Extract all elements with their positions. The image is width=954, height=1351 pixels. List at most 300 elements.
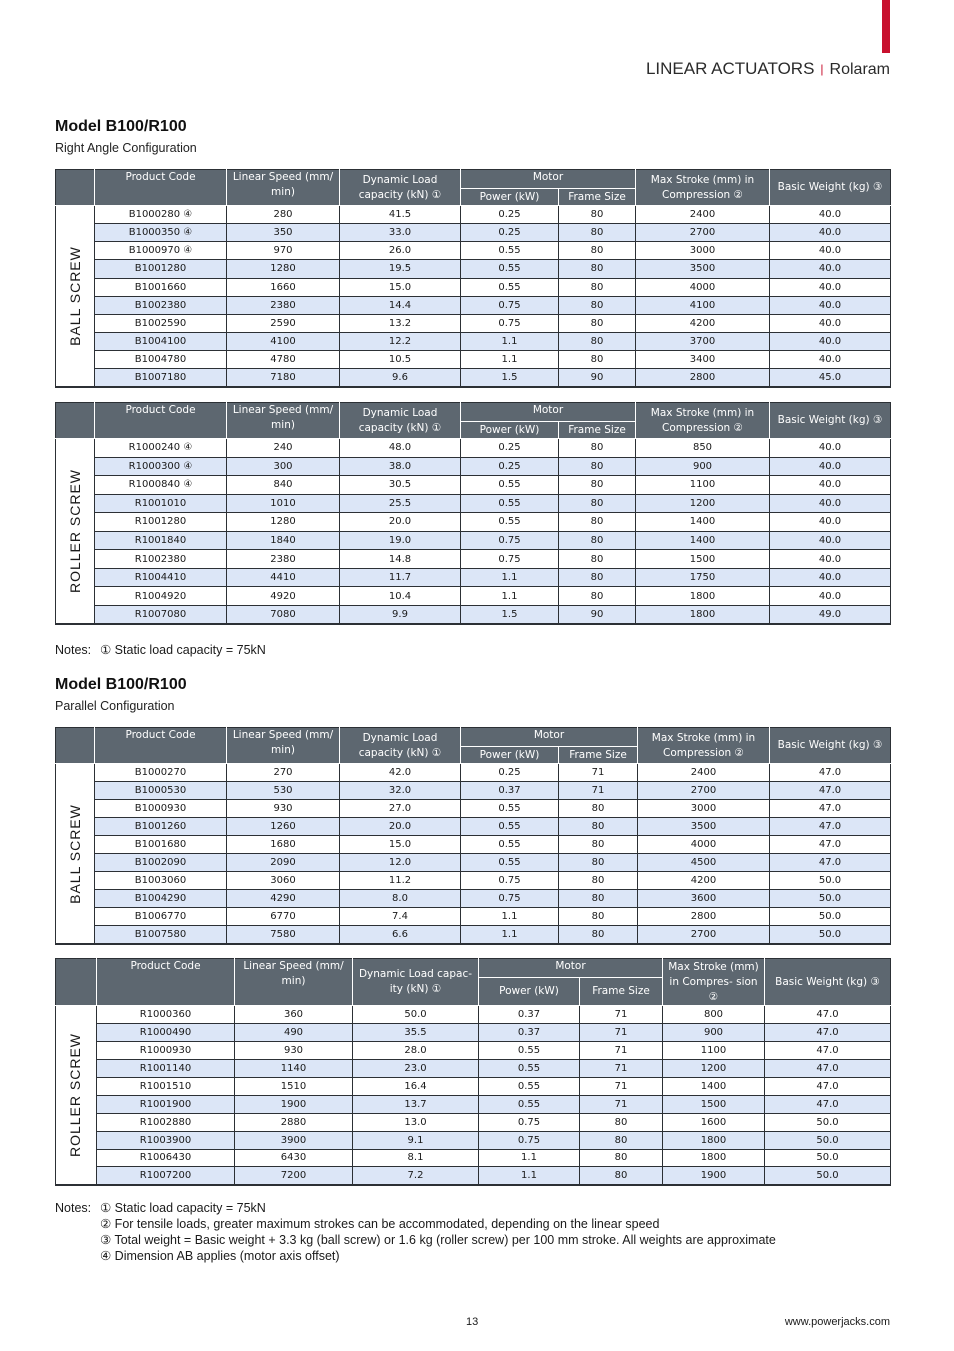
table-cell: 1280 — [227, 513, 340, 532]
table-cell: 3000 — [636, 242, 770, 260]
header-power: Power (kW) — [461, 422, 559, 439]
table-cell: R1000930 — [97, 1041, 235, 1059]
table-cell: 1200 — [636, 494, 770, 513]
header-separator: | — [820, 62, 824, 76]
table-cell: 1.1 — [461, 908, 559, 926]
header-product-code: Product Code — [95, 170, 227, 206]
table-cell: B1002090 — [95, 854, 227, 872]
table-cell: 80 — [559, 439, 636, 458]
table-cell: 47.0 — [765, 1095, 891, 1113]
table-row — [56, 1113, 891, 1131]
table-cell: 300 — [227, 457, 340, 476]
table-cell: 4100 — [636, 296, 770, 314]
table-cell: 0.25 — [461, 764, 559, 782]
header-frame-size: Frame Size — [559, 747, 638, 764]
table-cell: 360 — [235, 1006, 353, 1024]
table-cell: 7.2 — [353, 1167, 479, 1185]
table-cell: 80 — [580, 1149, 663, 1167]
table-cell: R1001280 — [95, 513, 227, 532]
table-cell: 25.5 — [340, 494, 461, 513]
table-cell: 0.75 — [461, 890, 559, 908]
section-subtitle-parallel: Parallel Configuration — [55, 699, 175, 713]
table-cell: 1.1 — [461, 926, 559, 944]
table-cell: B1001680 — [95, 836, 227, 854]
table-row — [56, 1167, 891, 1185]
table-cell: R1001140 — [97, 1059, 235, 1077]
table-cell: 47.0 — [770, 800, 891, 818]
table-row — [56, 854, 891, 872]
table-cell: 930 — [227, 800, 340, 818]
table-cell: R1003900 — [97, 1131, 235, 1149]
table-cell: 80 — [559, 818, 638, 836]
header-max-stroke: Max Stroke (mm) in Compres- sion ② — [663, 959, 765, 1006]
header-linear-speed: Linear Speed (mm/ min) — [235, 959, 353, 1006]
table-cell: 0.25 — [461, 206, 559, 224]
table-cell: 530 — [227, 782, 340, 800]
table-cell: R1007080 — [95, 605, 227, 624]
table-row — [56, 1006, 891, 1024]
table-cell: 30.5 — [340, 476, 461, 495]
table-cell: 80 — [580, 1113, 663, 1131]
table-cell: 9.6 — [340, 369, 461, 387]
note-item: ① Static load capacity = 75kN — [100, 1201, 266, 1215]
table-cell: 47.0 — [770, 782, 891, 800]
table-cell: 80 — [559, 872, 638, 890]
table-cell: 80 — [559, 926, 638, 944]
table-cell: 0.55 — [461, 278, 559, 296]
table-cell: 0.55 — [461, 242, 559, 260]
header-product-code: Product Code — [95, 728, 227, 764]
table-cell: 8.1 — [353, 1149, 479, 1167]
table-cell: 26.0 — [340, 242, 461, 260]
table-cell: 9.1 — [353, 1131, 479, 1149]
table-cell: 10.5 — [340, 351, 461, 369]
table-cell: 80 — [559, 296, 636, 314]
table-cell: R1000840 ④ — [95, 476, 227, 495]
table-cell: 40.0 — [770, 260, 891, 278]
header-basic-weight: Basic Weight (kg) ③ — [765, 959, 891, 1006]
table-row — [56, 457, 891, 476]
table-cell: R1000240 ④ — [95, 439, 227, 458]
table-row — [56, 1059, 891, 1077]
table-cell: 80 — [559, 476, 636, 495]
table-cell: 280 — [227, 206, 340, 224]
table-cell: 0.75 — [479, 1131, 580, 1149]
header-max-stroke: Max Stroke (mm) in Compression ② — [636, 403, 770, 439]
header-max-stroke: Max Stroke (mm) in Compression ② — [638, 728, 770, 764]
table-cell: 20.0 — [340, 513, 461, 532]
table-cell: 80 — [559, 457, 636, 476]
table-cell: B1000530 — [95, 782, 227, 800]
table-cell: B1001280 — [95, 260, 227, 278]
table-cell: 7200 — [235, 1167, 353, 1185]
table-cell: 71 — [580, 1095, 663, 1113]
table-cell: 80 — [559, 587, 636, 606]
table-cell: 1.1 — [479, 1167, 580, 1185]
table-cell: 0.37 — [479, 1023, 580, 1041]
header-corner — [56, 959, 97, 1006]
table-cell: B1000270 — [95, 764, 227, 782]
table-cell: 1.5 — [461, 369, 559, 387]
table-cell: 47.0 — [770, 854, 891, 872]
table-row — [56, 605, 891, 624]
table-cell: 80 — [559, 836, 638, 854]
screw-type-label: ROLLER SCREW — [67, 1032, 83, 1158]
table-cell: 2090 — [227, 854, 340, 872]
table-cell: 1400 — [636, 531, 770, 550]
table-cell: 80 — [559, 908, 638, 926]
table-cell: 50.0 — [765, 1167, 891, 1185]
table-cell: 0.75 — [479, 1113, 580, 1131]
table-cell: B1004780 — [95, 351, 227, 369]
table-cell: 47.0 — [765, 1041, 891, 1059]
table-cell: 71 — [580, 1023, 663, 1041]
spec-table — [55, 958, 891, 1186]
header-basic-weight: Basic Weight (kg) ③ — [770, 403, 891, 439]
table-cell: 40.0 — [770, 457, 891, 476]
table-row — [56, 1041, 891, 1059]
header-linear-speed: Linear Speed (mm/ min) — [227, 170, 340, 206]
table-cell: 930 — [235, 1041, 353, 1059]
table-cell: 15.0 — [340, 836, 461, 854]
table-cell: 1900 — [663, 1167, 765, 1185]
table-cell: 19.5 — [340, 260, 461, 278]
table-cell: 1800 — [636, 605, 770, 624]
header-dynamic-load: Dynamic Load capacity (kN) ① — [340, 170, 461, 206]
table-cell: 2380 — [227, 296, 340, 314]
table-cell: 1840 — [227, 531, 340, 550]
header-product-code: Product Code — [97, 959, 235, 1006]
table-cell: R1001510 — [97, 1077, 235, 1095]
screw-type-label: ROLLER SCREW — [67, 468, 83, 594]
section-title-parallel: Model B100/R100 — [55, 676, 187, 693]
table-cell: 33.0 — [340, 224, 461, 242]
table-cell: 270 — [227, 764, 340, 782]
table-row — [56, 494, 891, 513]
table-row — [56, 1149, 891, 1167]
table-cell: 28.0 — [353, 1041, 479, 1059]
table-cell: 1200 — [663, 1059, 765, 1077]
table-row — [56, 1131, 891, 1149]
table-row — [56, 476, 891, 495]
table-cell: 71 — [580, 1006, 663, 1024]
table-cell: 0.55 — [461, 494, 559, 513]
note-item: ③ Total weight = Basic weight + 3.3 kg (ball screw) or 1.6 kg (roller screw) per 100 mm stroke. All weights are approximate — [100, 1233, 776, 1247]
table-cell: 40.0 — [770, 278, 891, 296]
table-cell: 11.2 — [340, 872, 461, 890]
table-cell: 32.0 — [340, 782, 461, 800]
table-cell: B1000280 ④ — [95, 206, 227, 224]
table-cell: 0.55 — [461, 513, 559, 532]
table-cell: 40.0 — [770, 242, 891, 260]
notes-label: Notes: — [55, 643, 92, 657]
table-cell: 48.0 — [340, 439, 461, 458]
table-cell: 1750 — [636, 568, 770, 587]
header-product-code: Product Code — [95, 403, 227, 439]
table-cell: 0.55 — [479, 1041, 580, 1059]
table-cell: 40.0 — [770, 296, 891, 314]
table-cell: 6430 — [235, 1149, 353, 1167]
header-motor: Motor — [461, 728, 638, 747]
table-row — [56, 836, 891, 854]
side-label-cell — [56, 764, 95, 945]
table-cell: 12.2 — [340, 332, 461, 350]
header-dynamic-load: Dynamic Load capacity (kN) ① — [340, 728, 461, 764]
table-row — [56, 587, 891, 606]
table-cell: 2400 — [638, 764, 770, 782]
table-cell: 1.1 — [461, 351, 559, 369]
table-row — [56, 332, 891, 350]
table-cell: 40.0 — [770, 476, 891, 495]
table-cell: 11.7 — [340, 568, 461, 587]
table-cell: 10.4 — [340, 587, 461, 606]
table-cell: 840 — [227, 476, 340, 495]
table-cell: 2700 — [638, 782, 770, 800]
table-cell: R1004410 — [95, 568, 227, 587]
table-cell: 35.5 — [353, 1023, 479, 1041]
table-cell: 13.7 — [353, 1095, 479, 1113]
header-dynamic-load: Dynamic Load capac- ity (kN) ① — [353, 959, 479, 1006]
spec-table — [55, 169, 891, 388]
table-cell: B1000930 — [95, 800, 227, 818]
screw-type-label: BALL SCREW — [67, 246, 84, 346]
table-cell: 19.0 — [340, 531, 461, 550]
table-cell: 490 — [235, 1023, 353, 1041]
table-row — [56, 314, 891, 332]
header-linear-speed: Linear Speed (mm/ min) — [227, 403, 340, 439]
table-cell: 50.0 — [353, 1006, 479, 1024]
note-item: ④ Dimension AB applies (motor axis offset) — [100, 1249, 340, 1263]
side-label-cell — [56, 439, 95, 625]
table-row — [56, 439, 891, 458]
footer-url: www.powerjacks.com — [784, 1316, 890, 1328]
table-cell: R1002380 — [95, 550, 227, 569]
table-cell: 80 — [580, 1131, 663, 1149]
table-cell: B1002380 — [95, 296, 227, 314]
table-cell: 1800 — [663, 1149, 765, 1167]
table-cell: 1.5 — [461, 605, 559, 624]
spec-table — [55, 727, 891, 945]
table-cell: R1002880 — [97, 1113, 235, 1131]
table-cell: 0.75 — [461, 296, 559, 314]
table-cell: 0.37 — [479, 1006, 580, 1024]
table-cell: 38.0 — [340, 457, 461, 476]
page-header — [646, 59, 890, 79]
table-cell: 90 — [559, 605, 636, 624]
section-subtitle-right-angle: Right Angle Configuration — [55, 141, 197, 155]
table-row — [56, 782, 891, 800]
table-cell: 7180 — [227, 369, 340, 387]
table-cell: 1010 — [227, 494, 340, 513]
table-cell: 80 — [559, 242, 636, 260]
table-cell: 80 — [559, 494, 636, 513]
table-cell: 40.0 — [770, 587, 891, 606]
table-cell: 80 — [559, 550, 636, 569]
table-cell: 80 — [559, 278, 636, 296]
table-cell: 0.55 — [479, 1095, 580, 1113]
table-cell: 80 — [559, 854, 638, 872]
spec-table — [55, 402, 891, 625]
header-power: Power (kW) — [461, 747, 559, 764]
table-cell: B1003060 — [95, 872, 227, 890]
red-edge-tab — [882, 0, 890, 53]
table-row — [56, 1077, 891, 1095]
table-cell: 50.0 — [765, 1149, 891, 1167]
table-cell: 1100 — [636, 476, 770, 495]
table-cell: 71 — [559, 782, 638, 800]
table-cell: 2590 — [227, 314, 340, 332]
header-corner — [56, 728, 95, 764]
table-row — [56, 513, 891, 532]
header-power: Power (kW) — [461, 189, 559, 206]
table-cell: 90 — [559, 369, 636, 387]
table-cell: 4920 — [227, 587, 340, 606]
table-cell: 80 — [559, 513, 636, 532]
table-row — [56, 224, 891, 242]
table-cell: 40.0 — [770, 531, 891, 550]
table-cell: 13.0 — [353, 1113, 479, 1131]
table-cell: 900 — [636, 457, 770, 476]
table-row — [56, 764, 891, 782]
table-cell: 8.0 — [340, 890, 461, 908]
table-cell: R1001010 — [95, 494, 227, 513]
table-cell: 50.0 — [765, 1113, 891, 1131]
table-cell: 1680 — [227, 836, 340, 854]
table-cell: 40.0 — [770, 550, 891, 569]
table-cell: 3000 — [638, 800, 770, 818]
table-row — [56, 818, 891, 836]
header-frame-size: Frame Size — [559, 422, 636, 439]
table-cell: 2800 — [636, 369, 770, 387]
table-row — [56, 550, 891, 569]
table-cell: 1900 — [235, 1095, 353, 1113]
table-cell: 42.0 — [340, 764, 461, 782]
table-cell: R1001900 — [97, 1095, 235, 1113]
note-item: ② For tensile loads, greater maximum strokes can be accommodated, depending on the linear speed — [100, 1217, 660, 1231]
table-cell: 40.0 — [770, 206, 891, 224]
table-cell: 47.0 — [770, 818, 891, 836]
table-cell: 3060 — [227, 872, 340, 890]
table-cell: 23.0 — [353, 1059, 479, 1077]
notes-right-angle — [55, 642, 266, 658]
section-title-right-angle: Model B100/R100 — [55, 118, 187, 135]
table-row — [56, 206, 891, 224]
table-row — [56, 926, 891, 944]
table-cell: B1000970 ④ — [95, 242, 227, 260]
table-cell: 14.4 — [340, 296, 461, 314]
table-cell: 50.0 — [770, 908, 891, 926]
table-cell: B1000350 ④ — [95, 224, 227, 242]
table-row — [56, 1023, 891, 1041]
table-cell: 3700 — [636, 332, 770, 350]
table-cell: 9.9 — [340, 605, 461, 624]
table-cell: 40.0 — [770, 314, 891, 332]
table-row — [56, 872, 891, 890]
table-cell: 1.1 — [461, 568, 559, 587]
table-cell: 50.0 — [765, 1131, 891, 1149]
header-motor: Motor — [461, 403, 636, 422]
header-frame-size: Frame Size — [580, 978, 663, 1006]
table-cell: 1260 — [227, 818, 340, 836]
screw-type-label: BALL SCREW — [67, 803, 84, 904]
table-cell: 80 — [559, 800, 638, 818]
table-cell: 4780 — [227, 351, 340, 369]
table-cell: 1400 — [636, 513, 770, 532]
table-cell: 0.55 — [479, 1059, 580, 1077]
table-cell: 40.0 — [770, 513, 891, 532]
header-linear-speed: Linear Speed (mm/ min) — [227, 728, 340, 764]
table-cell: 1800 — [636, 587, 770, 606]
table-cell: 80 — [559, 351, 636, 369]
table-cell: 1.1 — [461, 332, 559, 350]
table-cell: 2700 — [636, 224, 770, 242]
table-cell: 80 — [559, 224, 636, 242]
table-cell: 45.0 — [770, 369, 891, 387]
header-frame-size: Frame Size — [559, 189, 636, 206]
table-cell: 0.55 — [461, 800, 559, 818]
table-cell: 80 — [559, 206, 636, 224]
header-brand: Rolaram — [829, 61, 890, 78]
table-cell: 50.0 — [770, 926, 891, 944]
header-power: Power (kW) — [479, 978, 580, 1006]
table-cell: B1002590 — [95, 314, 227, 332]
header-basic-weight: Basic Weight (kg) ③ — [770, 170, 891, 206]
page-number: 13 — [466, 1316, 479, 1328]
table-cell: 800 — [663, 1006, 765, 1024]
table-cell: 41.5 — [340, 206, 461, 224]
table-cell: 20.0 — [340, 818, 461, 836]
table-cell: 80 — [559, 531, 636, 550]
table-cell: 49.0 — [770, 605, 891, 624]
header-title: LINEAR ACTUATORS — [645, 59, 815, 78]
table-cell: 1660 — [227, 278, 340, 296]
table-cell: 50.0 — [770, 890, 891, 908]
table-cell: 47.0 — [765, 1023, 891, 1041]
table-cell: 3500 — [636, 260, 770, 278]
side-label-cell — [56, 1006, 97, 1186]
table-cell: 80 — [559, 890, 638, 908]
table-cell: 6.6 — [340, 926, 461, 944]
table-cell: 71 — [580, 1077, 663, 1095]
table-cell: 1100 — [663, 1041, 765, 1059]
table-cell: R1007200 — [97, 1167, 235, 1185]
header-corner — [56, 403, 95, 439]
table-row — [56, 890, 891, 908]
table-cell: 71 — [580, 1059, 663, 1077]
table-cell: 0.55 — [461, 818, 559, 836]
table-cell: 40.0 — [770, 494, 891, 513]
header-motor: Motor — [461, 170, 636, 189]
table-cell: 1500 — [663, 1095, 765, 1113]
table-cell: B1001660 — [95, 278, 227, 296]
table-cell: 970 — [227, 242, 340, 260]
table-cell: 0.75 — [461, 550, 559, 569]
table-row — [56, 351, 891, 369]
table-cell: 2400 — [636, 206, 770, 224]
table-cell: 7.4 — [340, 908, 461, 926]
table-cell: 4500 — [638, 854, 770, 872]
table-cell: 4290 — [227, 890, 340, 908]
table-row — [56, 908, 891, 926]
table-cell: 350 — [227, 224, 340, 242]
table-cell: 40.0 — [770, 568, 891, 587]
table-cell: 0.75 — [461, 872, 559, 890]
table-cell: 50.0 — [770, 872, 891, 890]
table-cell: 15.0 — [340, 278, 461, 296]
table-cell: 4410 — [227, 568, 340, 587]
table-row — [56, 800, 891, 818]
table-cell: R1001840 — [95, 531, 227, 550]
